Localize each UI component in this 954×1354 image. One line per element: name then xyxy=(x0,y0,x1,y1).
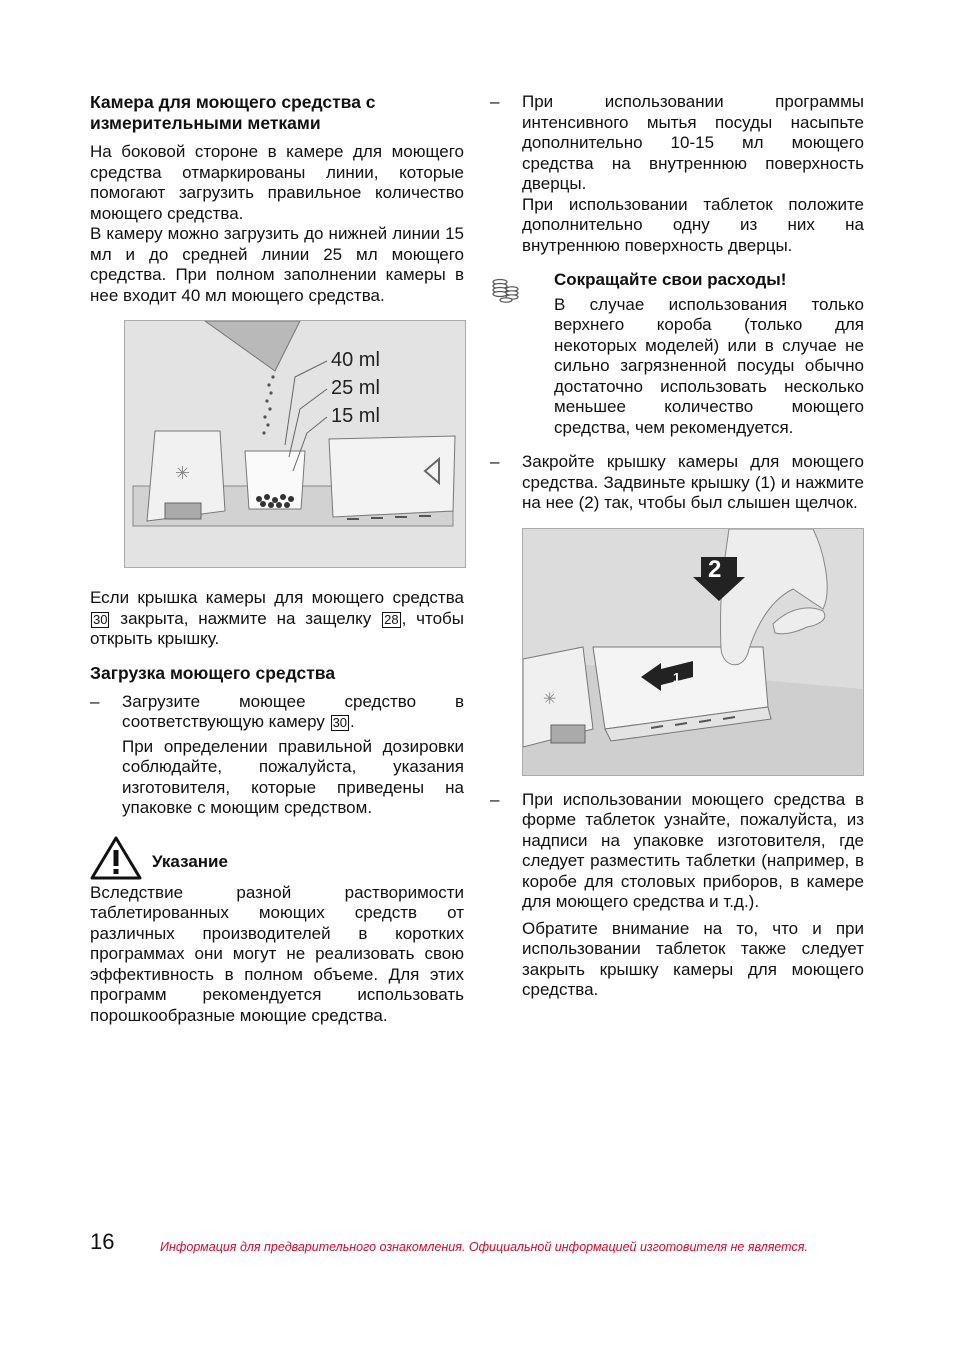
paragraph-dosage: При определении правильной дозировки соблюдайте, пожалуйста, указания изготовителя, которые приведены на упаковке с моющим средством. xyxy=(122,736,464,817)
section-title-measuring-marks: Камера для моющего средства с измерительными метками xyxy=(90,92,376,133)
list-item-load-detergent: – Загрузите моющее средство в соответствующую камеру 30 . При определении правильной дозировки соблюдайте, пожалуйста, указания изготовителя, которые приведены на упаковке с моющим средством. xyxy=(90,691,464,817)
closing-lid-illustration xyxy=(523,529,863,775)
right-column xyxy=(490,92,864,1001)
ref-28: 28 xyxy=(384,611,399,627)
step-1-label: 1 xyxy=(673,669,681,685)
ref-30: 30 xyxy=(332,715,348,730)
savings-title: Сокращайте свои расходы! xyxy=(554,270,787,289)
left-column xyxy=(90,92,464,1026)
paragraph-markings: На боковой стороне в камере для моющего средства отмаркированы линии, которые помогают загрузить правильное количество моющего средства. xyxy=(90,142,464,223)
list-item-close-lid: – Закройте крышку камеры для моющего средства. Задвиньте крышку (1) и нажмите на нее (2) так, чтобы был слышен щелчок. xyxy=(490,452,864,512)
svg-text:✳: ✳ xyxy=(543,688,557,708)
figure-closing-lid xyxy=(522,528,864,776)
dispenser-illustration xyxy=(125,321,465,567)
section-title-loading: Загрузка моющего средства xyxy=(90,662,336,683)
ref-30: 30 xyxy=(93,611,108,627)
paragraph-intensive: При использовании программы интенсивного мытья посуды насыпьте дополнительно 10-15 мл моющего средства на внутреннюю поверхность дверцы. xyxy=(522,92,864,193)
figure-dispenser-measuring-lines xyxy=(124,320,466,568)
list-item-intensive-program: – При использовании программы интенсивного мытья посуды насыпьте дополнительно 10-15 мл моющего средства на внутреннюю поверхность дверцы. При использовании таблеток положите дополнительно одну из них на внутреннюю поверхность дверцы. xyxy=(490,92,864,255)
notice-header xyxy=(90,835,464,881)
paragraph-close-lid: Закройте крышку камеры для моющего средства. Задвиньте крышку (1) и нажмите на нее (2) так, чтобы был слышен щелчок. xyxy=(522,452,864,512)
notice-title: Указание xyxy=(152,852,228,871)
paragraph-tablets-close: Обратите внимание на то, что и при использовании таблеток также следует закрыть крышку камеры для моющего средства. xyxy=(522,918,864,999)
paragraph-tablets-placement: При использовании моющего средства в форме таблеток узнайте, пожалуйста, из надписи на упаковке изготовителя, где следует разместить таблетки (например, в коробе для столовых приборов, в камере для моющего средства и т.д.). xyxy=(522,789,864,911)
footer-disclaimer: Информация для предварительного ознакомления. Официальной информацией изготовителя не является. xyxy=(160,1240,808,1254)
step-2-label: 2 xyxy=(708,555,722,583)
paragraph-capacity: В камеру можно загрузить до нижней линии 15 мл и до средней линии 25 мл моющего средства. При полном заполнении камеры в нее входит 40 мл моющего средства. xyxy=(90,224,464,305)
savings-tip xyxy=(490,270,864,438)
paragraph-open-lid: Если крышка камеры для моющего средства 30 закрыта, нажмите на защелку 28 , чтобы открыть крышку. xyxy=(90,588,464,648)
savings-text: В случае использования только верхнего короба (только для некоторых моделей) или в случае не сильно загрязненной посуды обычно достаточно использовать несколько меньшее количество моющего средства, чем рекомендуется. xyxy=(554,294,864,437)
label-40ml: 40 ml xyxy=(331,349,380,371)
label-15ml: 15 ml xyxy=(331,405,380,427)
paragraph-tablets-door: При использовании таблеток положите дополнительно одну из них на внутреннюю поверхность дверцы. xyxy=(522,194,864,255)
list-item-tablets: – При использовании моющего средства в форме таблеток узнайте, пожалуйста, из надписи на упаковке изготовителя, где следует разместить таблетки (например, в коробе для столовых приборов, в камере для моющего средства и т.д.). Обратите внимание на то, что и при использовании таблеток также следует закрыть крышку камеры для моющего средства. xyxy=(490,789,864,999)
notice-text: Вследствие разной растворимости таблетированных моющих средств от различных производителей в коротких программах они могут не реализовать свою эффективность в полном объеме. Для этих программ рекомендуется использовать порошкообразные моющие средства. xyxy=(90,882,464,1025)
page-number: 16 xyxy=(90,1229,115,1254)
label-25ml: 25 ml xyxy=(331,377,380,399)
svg-text:✳: ✳ xyxy=(175,463,191,484)
warning-icon xyxy=(90,835,142,881)
coins-icon xyxy=(490,270,522,438)
